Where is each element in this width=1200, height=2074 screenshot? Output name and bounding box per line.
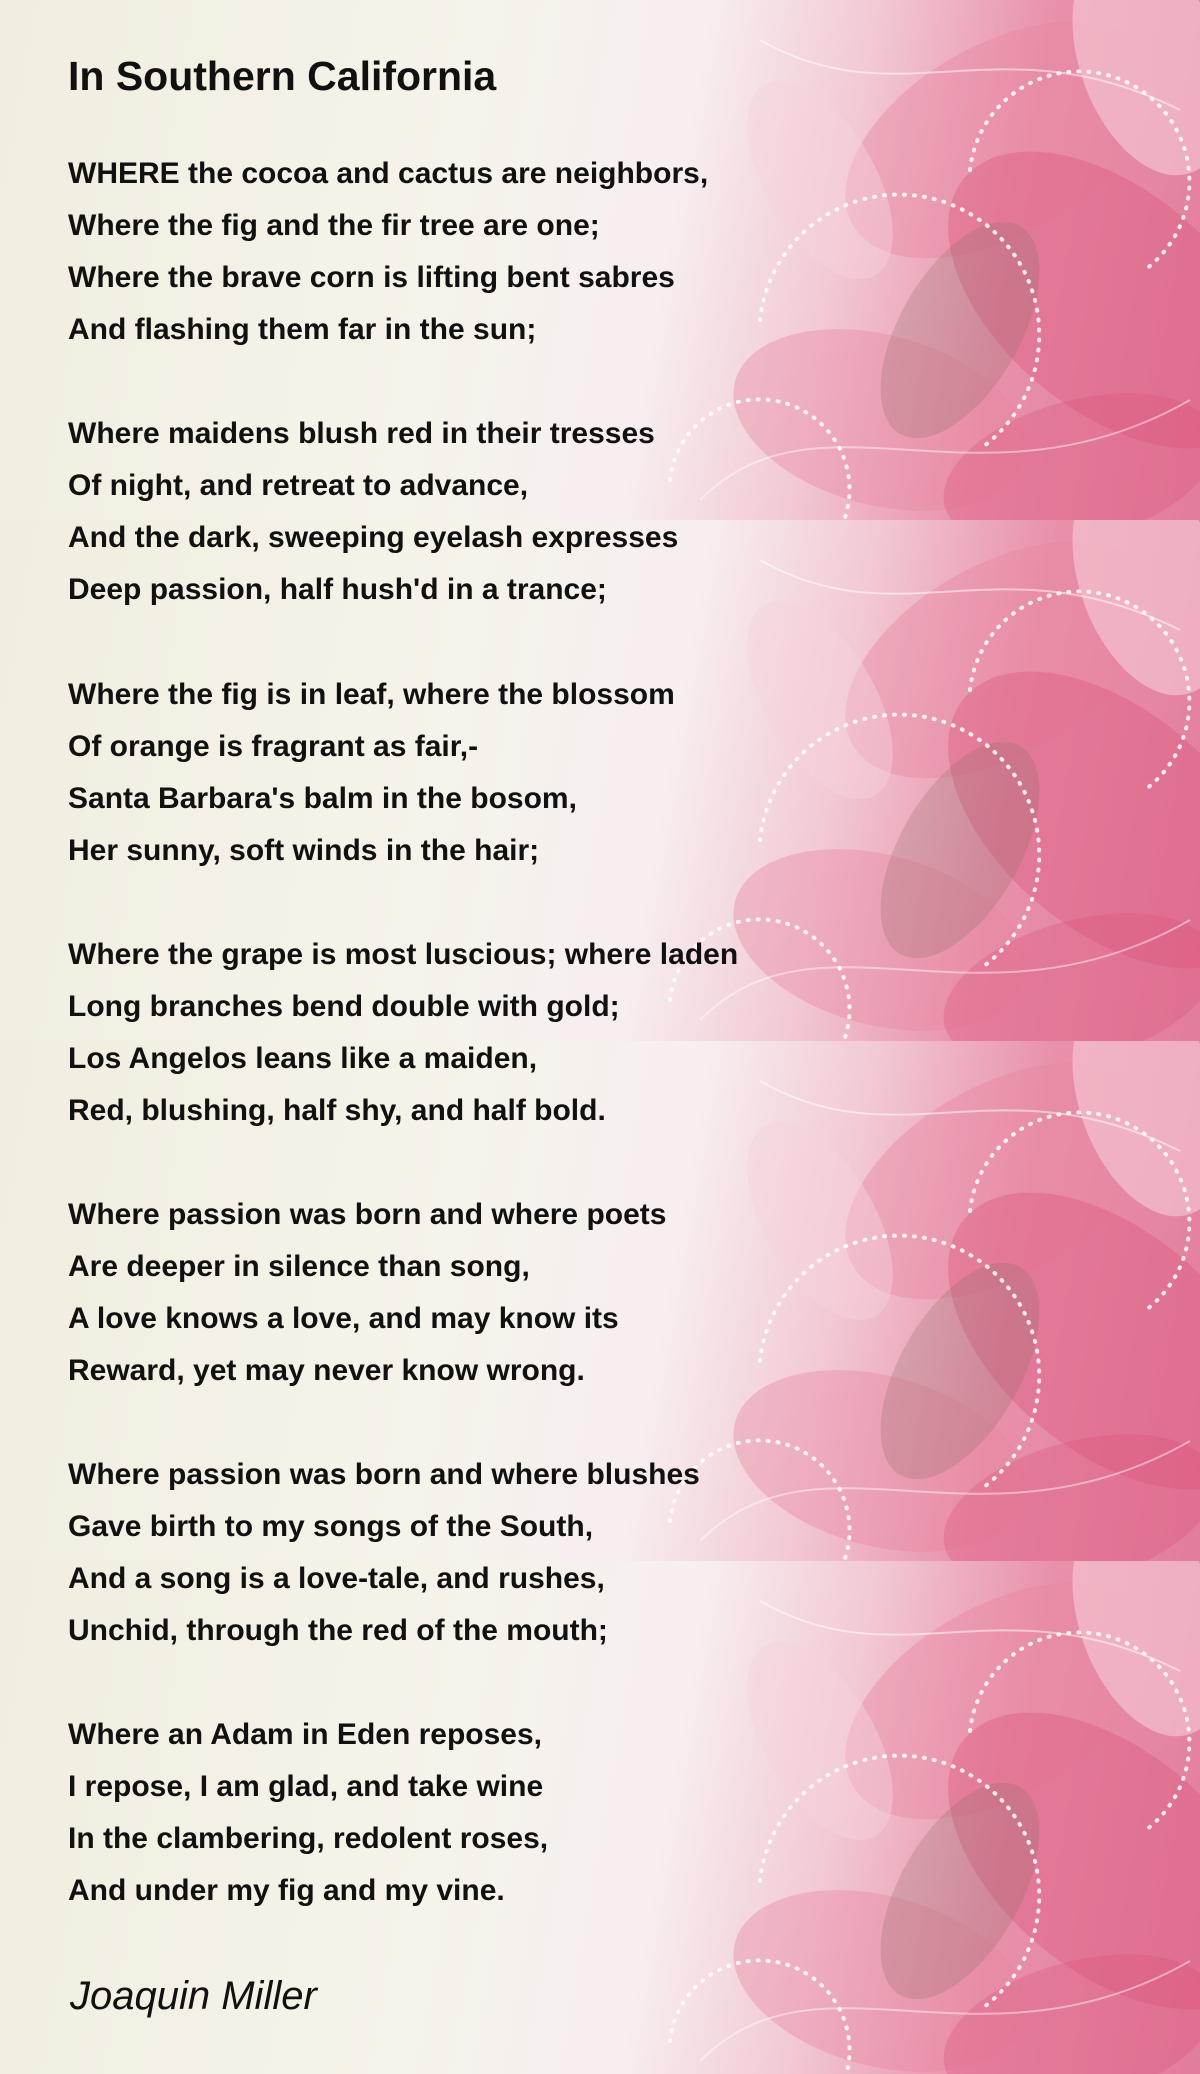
poem-line: Reward, yet may never know wrong.: [68, 1354, 585, 1387]
poem-line: Santa Barbara's balm in the bosom,: [68, 782, 577, 815]
poem-line: Of night, and retreat to advance,: [68, 469, 529, 502]
poem-line: Long branches bend double with gold;: [68, 990, 620, 1023]
poem-line: Of orange is fragrant as fair,-: [68, 730, 479, 763]
poem-line: Where the grape is most luscious; where laden: [68, 938, 739, 971]
poem-line: And the dark, sweeping eyelash expresses: [68, 521, 679, 554]
poem-line: Where the brave corn is lifting bent sabres: [68, 261, 675, 294]
poem-line: Where an Adam in Eden reposes,: [68, 1718, 543, 1751]
poem-line: Where the fig is in leaf, where the blossom: [68, 678, 675, 711]
poem-line: Are deeper in silence than song,: [68, 1250, 530, 1283]
poem-line: Where the fig and the fir tree are one;: [68, 209, 600, 242]
stanza: [68, 1449, 700, 1657]
stanza: [68, 929, 738, 1137]
poem-line: Los Angelos leans like a maiden,: [68, 1042, 538, 1075]
poem-line: Where passion was born and where poets: [68, 1198, 667, 1231]
poem-line: A love knows a love, and may know its: [68, 1302, 619, 1335]
poem-author: Joaquin Miller: [70, 1974, 317, 2018]
poem-line: Red, blushing, half shy, and half bold.: [68, 1094, 606, 1127]
stanza: [68, 148, 708, 356]
stanza: [68, 1709, 548, 1917]
poem-line: Her sunny, soft winds in the hair;: [68, 834, 540, 867]
stanza: [68, 408, 678, 616]
poem-line: And flashing them far in the sun;: [68, 313, 537, 346]
poem-line: Where maidens blush red in their tresses: [68, 417, 655, 450]
poem-line: I repose, I am glad, and take wine: [68, 1770, 544, 1803]
poem-line: Where passion was born and where blushes: [68, 1458, 700, 1491]
poem-line: Unchid, through the red of the mouth;: [68, 1614, 608, 1647]
stanza: [68, 669, 675, 877]
poem-line: And under my fig and my vine.: [68, 1874, 505, 1907]
poem-line: In the clambering, redolent roses,: [68, 1822, 549, 1855]
poem-line: WHERE the cocoa and cactus are neighbors,: [68, 157, 709, 190]
poem-line: Gave birth to my songs of the South,: [68, 1510, 594, 1543]
poem-line: Deep passion, half hush'd in a trance;: [68, 573, 607, 606]
poem-title: In Southern California: [68, 53, 497, 99]
stanza: [68, 1189, 666, 1397]
poem-line: And a song is a love-tale, and rushes,: [68, 1562, 605, 1595]
